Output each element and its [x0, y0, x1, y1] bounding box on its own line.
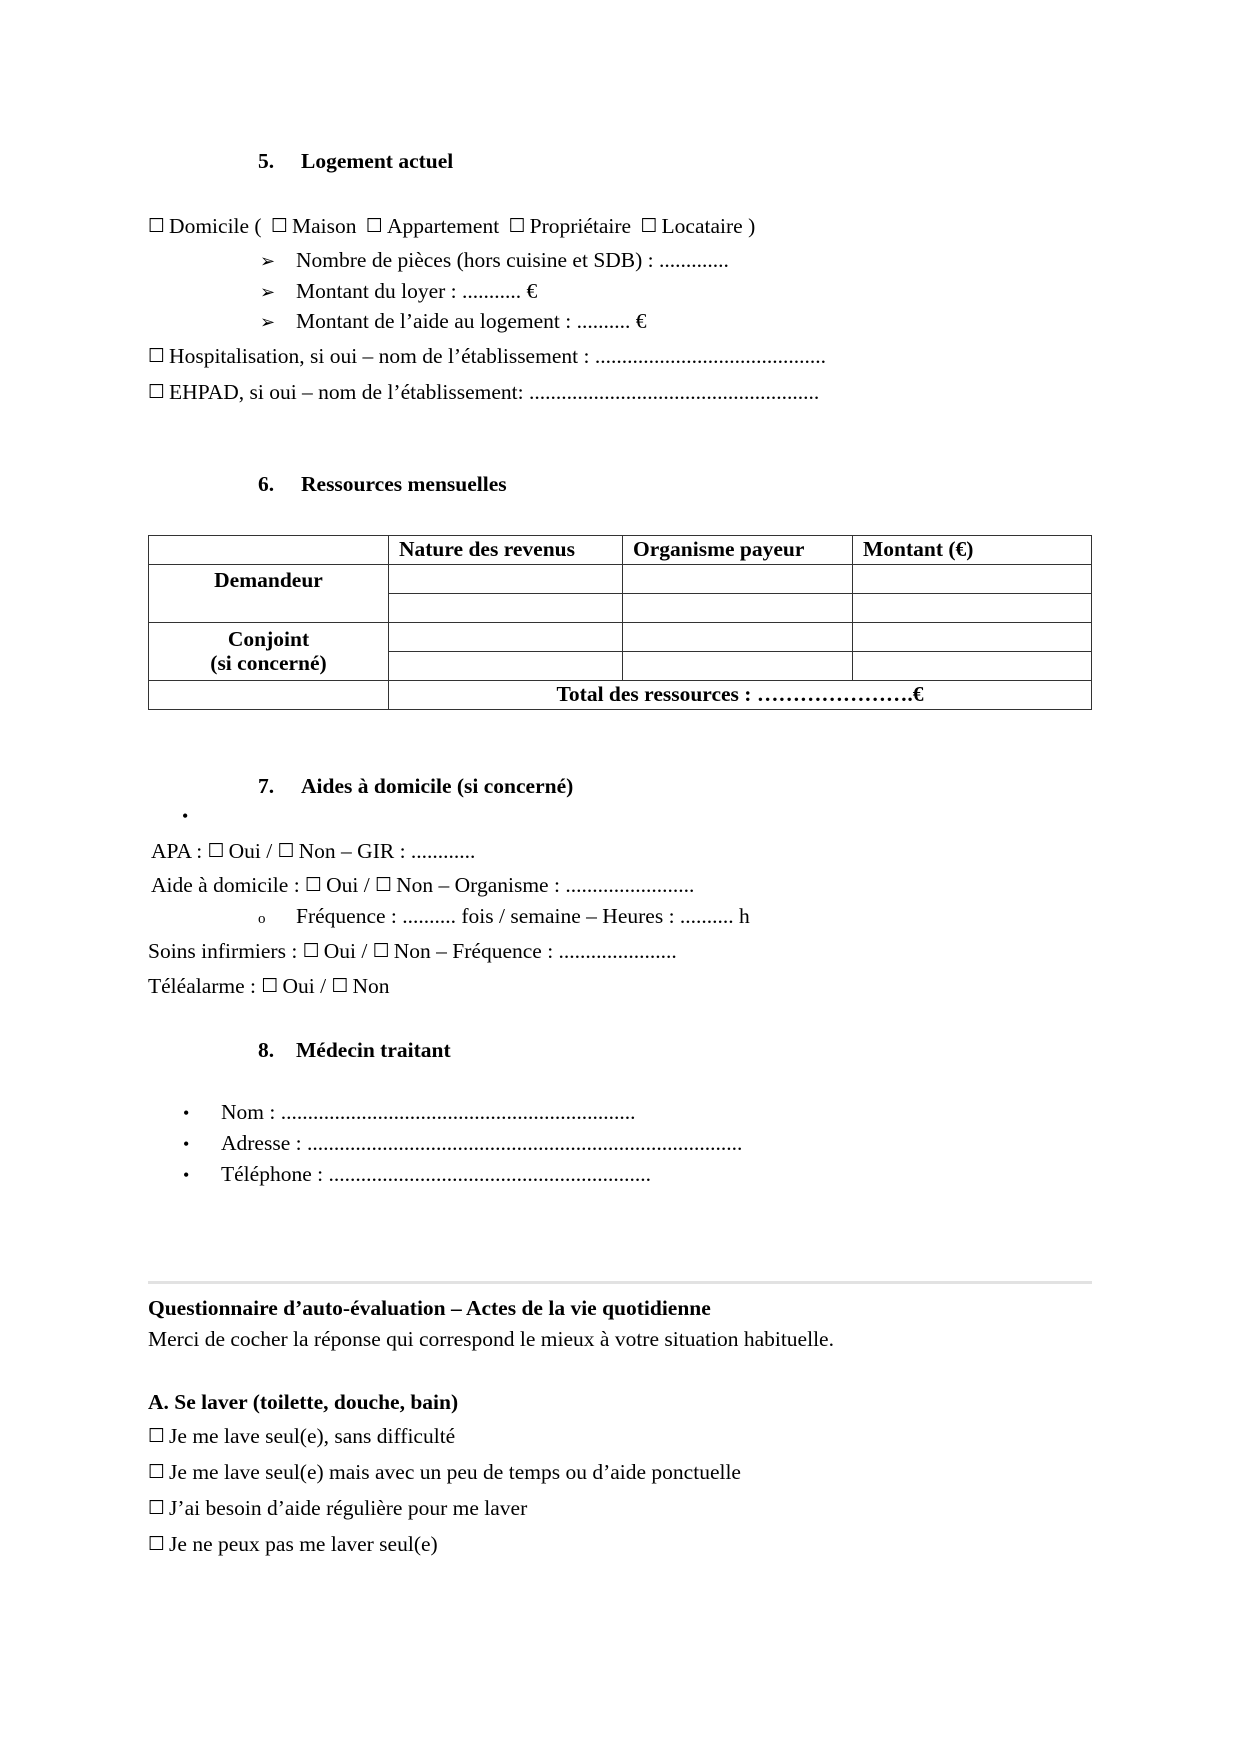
- aide-domicile-line: [151, 875, 694, 897]
- hospitalisation-line: [148, 346, 826, 368]
- header-cell-empty: [149, 536, 389, 565]
- table-cell[interactable]: [623, 623, 853, 652]
- ehpad-field[interactable]: EHPAD, si oui – nom de l’établissement: ......................................................: [169, 380, 820, 404]
- sub-item-nombre-pieces: [260, 250, 729, 272]
- conjoint-label-line1: Conjoint: [227, 626, 310, 651]
- table-total-row: [149, 681, 1092, 710]
- soins-oui-checkbox[interactable]: ☐: [302, 940, 320, 962]
- proprietaire-label: Propriétaire: [529, 214, 632, 238]
- bullet-icon: •: [183, 1165, 190, 1185]
- header-montant: Montant (€): [853, 536, 1092, 565]
- apa-oui-checkbox[interactable]: ☐: [207, 840, 225, 862]
- table-cell[interactable]: [389, 623, 623, 652]
- soins-non-checkbox[interactable]: ☐: [372, 940, 390, 962]
- aide-logement-field[interactable]: Montant de l’aide au logement : .......... €: [296, 309, 647, 333]
- appartement-label: Appartement: [386, 214, 500, 238]
- table-cell[interactable]: [389, 565, 623, 594]
- section-5-heading: [258, 151, 453, 173]
- medecin-telephone-field[interactable]: Téléphone : ............................................................: [221, 1162, 651, 1186]
- domicile-label: Domicile (: [169, 214, 262, 238]
- table-cell[interactable]: [623, 594, 853, 623]
- option-a3-label: J’ai besoin d’aide régulière pour me laver: [169, 1496, 528, 1520]
- ehpad-line: [148, 382, 819, 404]
- section-number: 5.: [258, 149, 275, 173]
- hospitalisation-field[interactable]: Hospitalisation, si oui – nom de l’établissement : ...........................................: [169, 344, 826, 368]
- soins-frequence-field[interactable]: Non – Fréquence : ......................: [393, 939, 677, 963]
- frequence-field[interactable]: Fréquence : .......... fois / semaine – Heures : .......... h: [296, 904, 750, 928]
- locataire-checkbox[interactable]: ☐: [640, 215, 658, 237]
- option-a2: [148, 1462, 741, 1484]
- frequence-line: [258, 906, 750, 928]
- section-7-heading: [258, 776, 573, 798]
- telealarme-label: Téléalarme :: [148, 974, 257, 998]
- option-a4-checkbox[interactable]: ☐: [148, 1533, 166, 1555]
- conjoint-label-line2: (si concerné): [210, 650, 327, 675]
- telealarme-non-checkbox[interactable]: ☐: [331, 975, 349, 997]
- conjoint-label: [149, 623, 389, 681]
- section-title: Aides à domicile (si concerné): [301, 774, 574, 798]
- table-cell[interactable]: [853, 594, 1092, 623]
- locataire-label: Locataire ): [661, 214, 756, 238]
- maison-checkbox[interactable]: ☐: [270, 215, 289, 237]
- section-a-title: A. Se laver (toilette, douche, bain): [148, 1390, 459, 1414]
- header-organisme-payeur: Organisme payeur: [623, 536, 853, 565]
- sub-item-aide-logement: [260, 311, 647, 333]
- apa-line: [151, 841, 475, 863]
- questionnaire-title: Questionnaire d’auto-évaluation – Actes de la vie quotidienne: [148, 1296, 711, 1320]
- section-number: 7.: [258, 774, 275, 798]
- appartement-checkbox[interactable]: ☐: [365, 215, 383, 237]
- medecin-adresse-item: [183, 1133, 742, 1155]
- table-row: [149, 565, 1092, 594]
- table-cell: [149, 681, 389, 710]
- domicile-line: [148, 216, 755, 238]
- nombre-pieces-field[interactable]: Nombre de pièces (hors cuisine et SDB) : .............: [296, 248, 729, 272]
- section-8-heading: [258, 1040, 451, 1062]
- aide-domicile-non-checkbox[interactable]: ☐: [375, 874, 393, 896]
- table-row: [149, 623, 1092, 652]
- table-cell[interactable]: [389, 594, 623, 623]
- header-nature-revenus: Nature des revenus: [389, 536, 623, 565]
- proprietaire-checkbox[interactable]: ☐: [508, 215, 526, 237]
- apa-label: APA :: [151, 839, 203, 863]
- option-a2-checkbox[interactable]: ☐: [148, 1461, 166, 1483]
- maison-label: Maison: [292, 214, 357, 238]
- domicile-checkbox[interactable]: ☐: [148, 215, 166, 237]
- option-a4-label: Je ne peux pas me laver seul(e): [169, 1532, 438, 1556]
- apa-oui-label: Oui /: [228, 839, 273, 863]
- table-header-row: [149, 536, 1092, 565]
- hospitalisation-checkbox[interactable]: ☐: [148, 345, 166, 367]
- section-number: 8.: [258, 1038, 275, 1062]
- telealarme-oui-checkbox[interactable]: ☐: [261, 975, 279, 997]
- section-title: Logement actuel: [301, 149, 454, 173]
- soins-label: Soins infirmiers :: [148, 939, 298, 963]
- horizontal-divider: [148, 1281, 1092, 1284]
- arrow-bullet-icon: ➢: [260, 312, 276, 333]
- arrow-bullet-icon: ➢: [260, 251, 276, 272]
- arrow-bullet-icon: ➢: [260, 282, 276, 303]
- section-number: 6.: [258, 472, 275, 496]
- aide-domicile-oui-label: Oui /: [326, 873, 370, 897]
- table-cell[interactable]: [623, 565, 853, 594]
- table-cell[interactable]: [853, 652, 1092, 681]
- ressources-table: [148, 535, 1092, 710]
- medecin-adresse-field[interactable]: Adresse : .................................................................................: [221, 1131, 743, 1155]
- section-title: Ressources mensuelles: [301, 472, 507, 496]
- sub-item-loyer: [260, 281, 537, 303]
- demandeur-label: Demandeur: [149, 565, 389, 623]
- option-a3-checkbox[interactable]: ☐: [148, 1497, 166, 1519]
- option-a2-label: Je me lave seul(e) mais avec un peu de temps ou d’aide ponctuelle: [169, 1460, 741, 1484]
- section-6-heading: [258, 474, 507, 496]
- section-title: Médecin traitant: [296, 1038, 451, 1062]
- ehpad-checkbox[interactable]: ☐: [148, 381, 166, 403]
- aide-domicile-organisme-field[interactable]: Non – Organisme : ........................: [396, 873, 695, 897]
- apa-non-checkbox[interactable]: ☐: [277, 840, 295, 862]
- option-a1-checkbox[interactable]: ☐: [148, 1425, 166, 1447]
- table-cell[interactable]: [853, 565, 1092, 594]
- medecin-nom-field[interactable]: Nom : ..................................................................: [221, 1100, 636, 1124]
- aide-domicile-label: Aide à domicile :: [151, 873, 300, 897]
- telealarme-oui-label: Oui /: [282, 974, 327, 998]
- option-a1-label: Je me lave seul(e), sans difficulté: [169, 1424, 456, 1448]
- table-cell[interactable]: [623, 652, 853, 681]
- telealarme-non-label: Non: [352, 974, 390, 998]
- soins-infirmiers-line: [148, 941, 677, 963]
- medecin-nom-item: [183, 1102, 635, 1124]
- bullet-icon: •: [183, 1134, 190, 1154]
- table-cell[interactable]: [389, 652, 623, 681]
- option-a1: [148, 1426, 455, 1448]
- total-ressources[interactable]: Total des ressources : ………………….€: [389, 681, 1092, 710]
- soins-oui-label: Oui /: [323, 939, 368, 963]
- table-cell[interactable]: [853, 623, 1092, 652]
- apa-non-gir-field[interactable]: Non – GIR : ............: [298, 839, 476, 863]
- aide-domicile-oui-checkbox[interactable]: ☐: [305, 874, 323, 896]
- empty-bullet: •: [182, 806, 189, 826]
- telealarme-line: [148, 976, 390, 998]
- medecin-telephone-item: [183, 1164, 651, 1186]
- loyer-field[interactable]: Montant du loyer : ........... €: [296, 279, 538, 303]
- bullet-icon: •: [183, 1103, 190, 1123]
- option-a4: [148, 1534, 438, 1556]
- option-a3: [148, 1498, 527, 1520]
- questionnaire-instruction: Merci de cocher la réponse qui correspond le mieux à votre situation habituelle.: [148, 1327, 834, 1351]
- circle-bullet-icon: o: [258, 911, 266, 927]
